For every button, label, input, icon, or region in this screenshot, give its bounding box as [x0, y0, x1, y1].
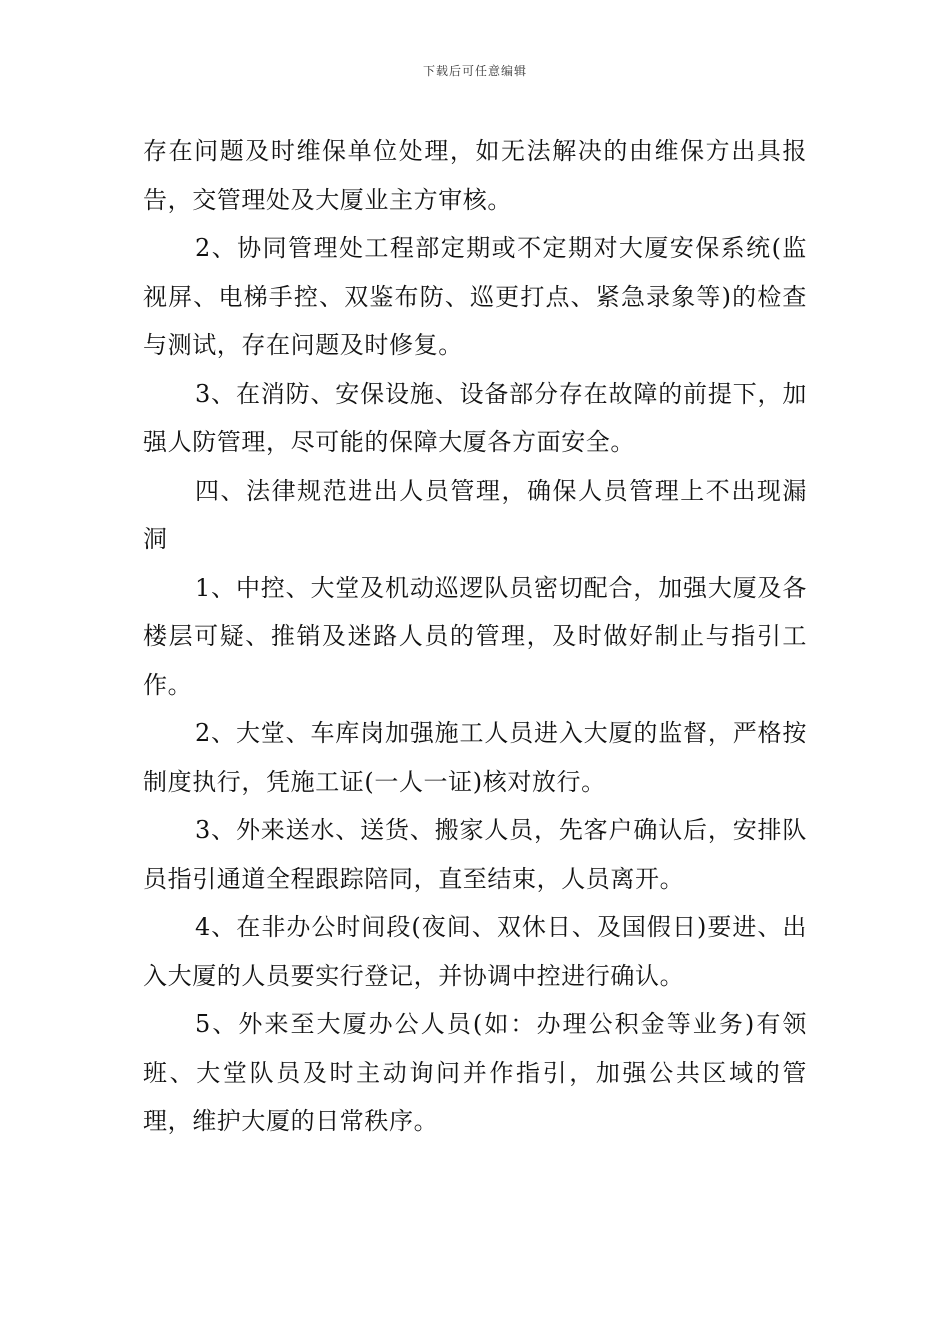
section-heading-4-personnel-management: 四、法律规范进出人员管理，确保人员管理上不出现漏洞 [143, 476, 807, 553]
paragraph-item-2-security-system: 2、协同管理处工程部定期或不定期对大厦安保系统(监视屏、电梯手控、双鉴布防、巡更打点、紧急录象等)的检查与测试，存在问题及时修复。 [143, 234, 807, 359]
paragraph-item-2-construction-staff: 2、大堂、车库岗加强施工人员进入大厦的监督，严格按制度执行，凭施工证(一人一证)核对放行。 [143, 719, 807, 796]
paragraph-item-5-visitors: 5、外来至大厦办公人员(如：办理公积金等业务)有领班、大堂队员及时主动询问并作指引，加强公共区域的管理，维护大厦的日常秩序。 [143, 1010, 807, 1135]
paragraph-continuation: 存在问题及时维保单位处理，如无法解决的由维保方出具报告，交管理处及大厦业主方审核。 [143, 137, 807, 214]
document-body [143, 127, 807, 1146]
page-header-note: 下载后可任意编辑 [422, 64, 527, 78]
paragraph-item-1-lobby-patrol: 1、中控、大堂及机动巡逻队员密切配合，加强大厦及各楼层可疑、推销及迷路人员的管理，及时做好制止与指引工作。 [143, 573, 807, 699]
paragraph-item-3-civil-defense: 3、在消防、安保设施、设备部分存在故障的前提下，加强人防管理，尽可能的保障大厦各方面安全。 [143, 379, 807, 456]
paragraph-item-4-off-hours-registration: 4、在非办公时间段(夜间、双休日、及国假日)要进、出入大厦的人员要实行登记，并协调中控进行确认。 [143, 913, 807, 990]
paragraph-item-3-deliveries: 3、外来送水、送货、搬家人员，先客户确认后，安排队员指引通道全程跟踪陪同，直至结束，人员离开。 [143, 816, 807, 893]
